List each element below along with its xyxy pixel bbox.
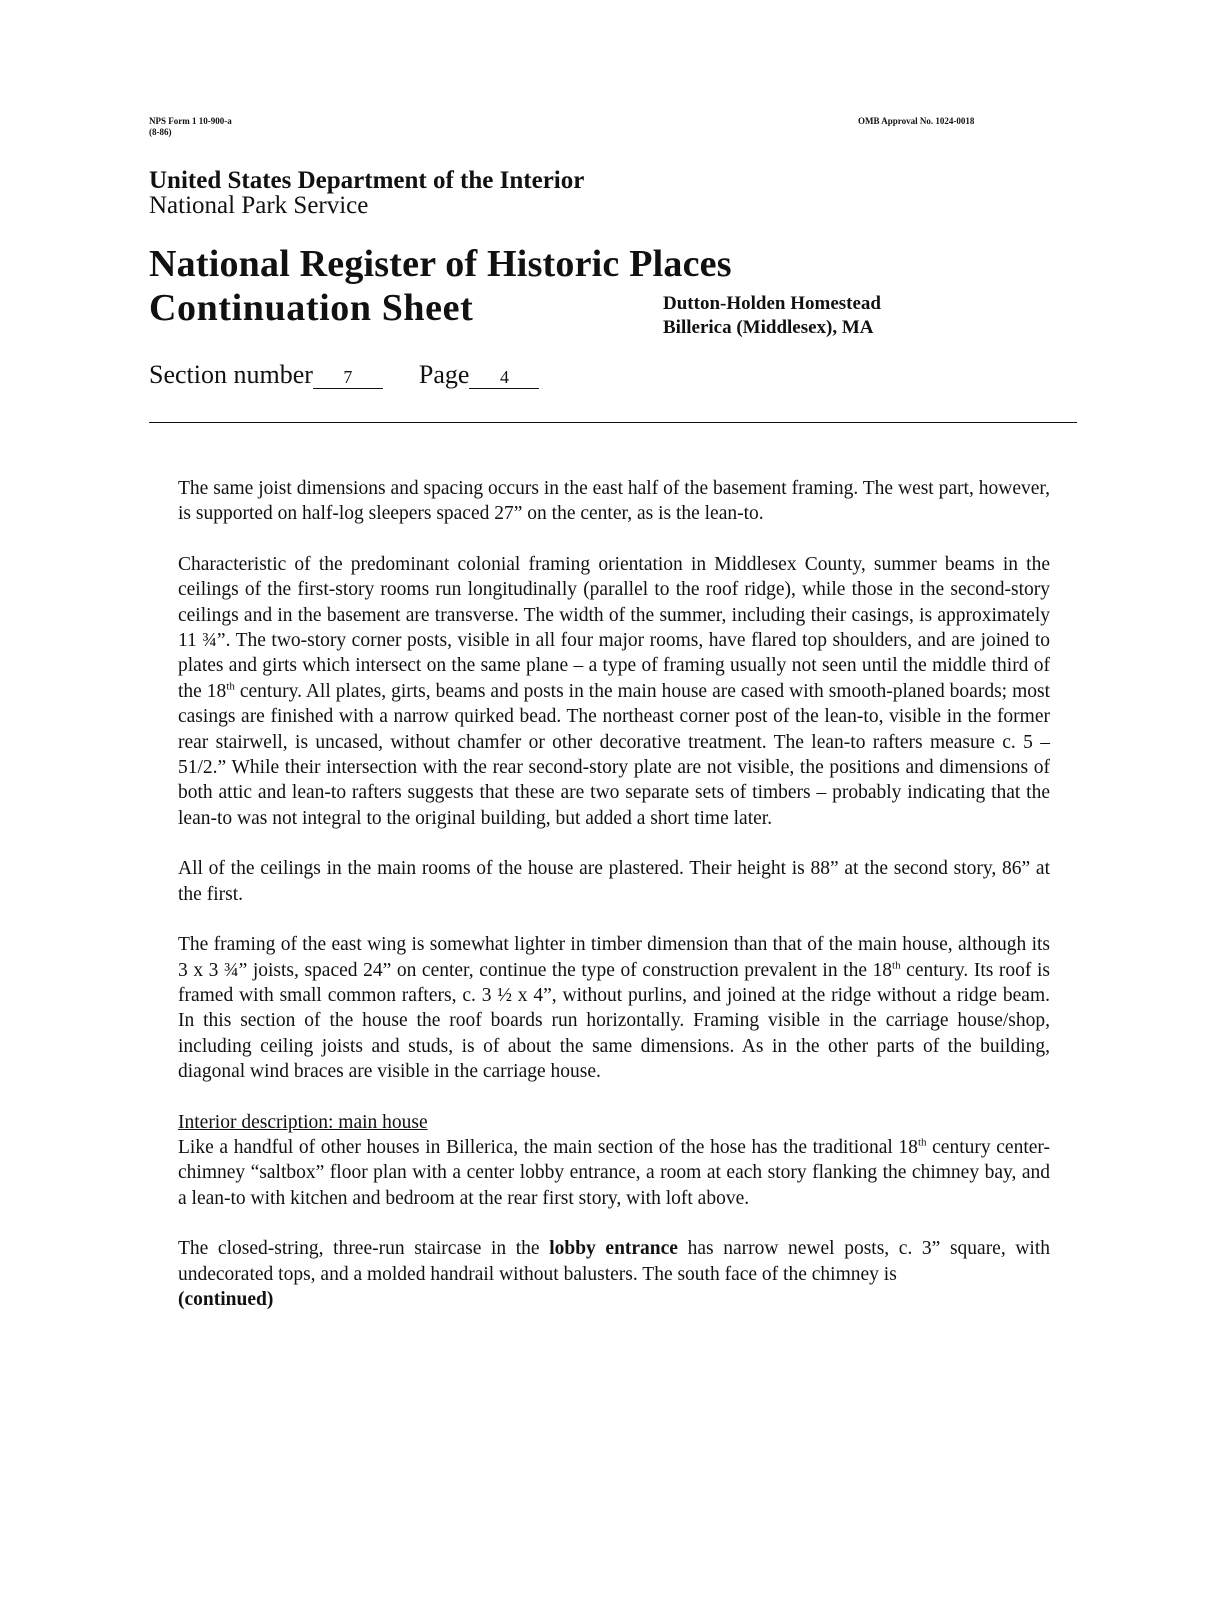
paragraph-text: century center-chimney “saltbox” floor plan with a center lobby entrance, a room at each story flanking the chimney bay, and a lean-to with kitchen and bedroom at the rear first story, with loft above. bbox=[178, 1136, 1051, 1209]
ordinal-suffix: th bbox=[226, 680, 235, 693]
paragraph-text: century. All plates, girts, beams and posts in the main house are cased with smooth-planed boards; most casings are finished with a narrow quirked bead. The northeast corner post of the lean-to, visible in the former rear stairwell, is uncased, without chamfer or other decorative treatment. The lean-to rafters measure c. 5 – 51/2.” While their intersection with the rear second-story plate are not visible, the positions and dimensions of both attic and lean-to rafters suggests that these are two separate sets of timbers – probably indicating that the lean-to was not integral to the original building, but added a short time later. bbox=[178, 680, 1050, 829]
paragraph-ceilings: All of the ceilings in the main rooms of the house are plastered. Their height is 88” at the second story, 86” at the first. bbox=[178, 858, 1050, 905]
property-block bbox=[663, 292, 881, 340]
sheet-title: Continuation Sheet bbox=[149, 287, 474, 329]
register-title: National Register of Historic Places bbox=[149, 243, 732, 285]
omb-approval: OMB Approval No. 1024-0018 bbox=[858, 116, 975, 126]
form-number-line1: NPS Form 1 10-900-a bbox=[149, 116, 232, 126]
form-number bbox=[149, 116, 232, 138]
paragraph-east-wing bbox=[178, 932, 1050, 1084]
section-page-line bbox=[149, 360, 539, 390]
property-location: Billerica (Middlesex), MA bbox=[663, 317, 874, 338]
ordinal-suffix: th bbox=[892, 959, 901, 971]
section-number-value: 7 bbox=[313, 366, 383, 389]
page-label: Page bbox=[418, 360, 470, 389]
form-number-line2: (8-86) bbox=[149, 127, 172, 137]
paragraph-text: Like a handful of other houses in Billerica, the main section of the hose has the traditional 18 bbox=[178, 1136, 918, 1158]
continued-marker: (continued) bbox=[178, 1288, 274, 1310]
ordinal-suffix: th bbox=[917, 1136, 927, 1149]
subheading-interior: Interior description: main house bbox=[178, 1111, 428, 1133]
section-label: Section number bbox=[149, 360, 313, 389]
agency-name: National Park Service bbox=[149, 192, 369, 219]
paragraph-text: century. Its roof is framed with small common rafters, c. 3 ½ x 4”, without purlins, and joined at the ridge without a ridge beam. In this section of the house the roof boards run horizontally. Framing visible in the carriage house/shop, including ceiling joists and studs, is of about the same dimensions. As in the other parts of the building, diagonal wind braces are visible in the carriage house. bbox=[178, 959, 1050, 1083]
page-number-value: 4 bbox=[469, 366, 539, 389]
header-divider bbox=[149, 422, 1077, 423]
paragraph-basement-framing: The same joist dimensions and spacing occurs in the east half of the basement framing. The west part, however, is supported on half-log sleepers spaced 27” on the center, as is the lean-to. bbox=[178, 478, 1050, 525]
paragraph-text: Characteristic of the predominant colonial framing orientation in Middlesex County, summer beams in the ceilings of the first-story rooms run longitudinally (parallel to the roof ridge), while those in the second-story ceilings and in the basement are transverse. The width of the summer, including their casings, is approximately 11 ¾”. The two-story corner posts, visible in all four major rooms, have flared top shoulders, and are joined to plates and girts which intersect on the same plane – a type of framing usually not seen until the middle third of the 18 bbox=[178, 553, 1050, 702]
property-name: Dutton-Holden Homestead bbox=[663, 293, 881, 314]
paragraph-text: The closed-string, three-run staircase in the bbox=[178, 1238, 550, 1260]
document-body bbox=[178, 476, 1050, 1337]
paragraph-text: has narrow newel posts, c. 3” square, with undecorated tops, and a molded handrail without balusters. The south face of the chimney is bbox=[178, 1238, 1050, 1285]
paragraph-summer-beams bbox=[178, 552, 1050, 831]
paragraph-staircase bbox=[178, 1236, 1050, 1287]
emphasis-lobby-entrance: lobby entrance bbox=[549, 1238, 678, 1260]
department-name: United States Department of the Interior bbox=[149, 167, 585, 194]
paragraph-text: The framing of the east wing is somewhat lighter in timber dimension than that of the main house, although its 3 x 3 ¾” joists, spaced 24” on center, continue the type of construction prevalent in the 18 bbox=[178, 934, 1050, 981]
interior-description-block bbox=[178, 1110, 1050, 1212]
